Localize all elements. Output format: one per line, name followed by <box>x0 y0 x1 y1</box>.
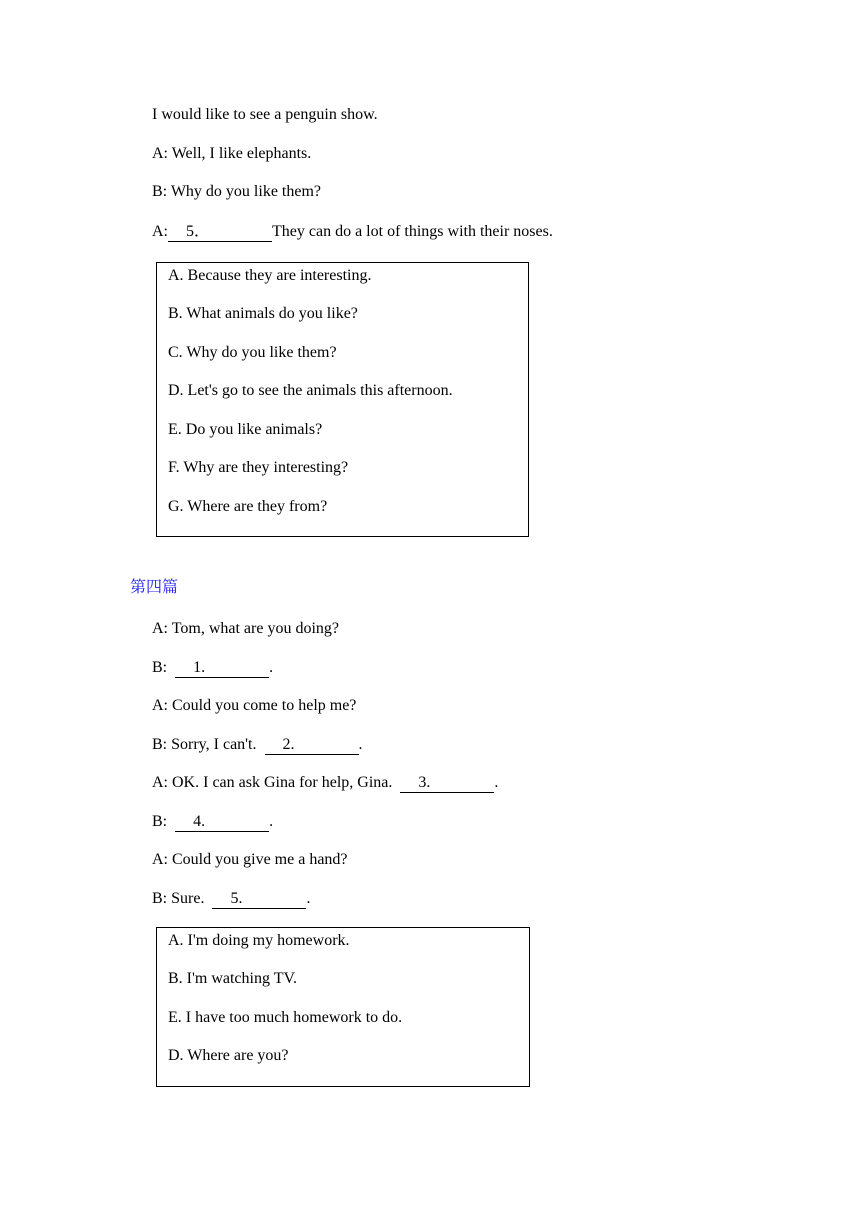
dialogue-line: I would like to see a penguin show. <box>152 106 378 123</box>
option-e: E. I have too much homework to do. <box>168 1009 403 1026</box>
option-a: A. Because they are interesting. <box>168 267 372 284</box>
answer-blank-2[interactable]: 2. <box>265 736 359 755</box>
speaker-label: B: <box>152 813 172 830</box>
dialogue-line: A: Could you come to help me? <box>152 697 357 714</box>
punctuation: . <box>358 736 363 753</box>
option-d: D. Let's go to see the animals this afternoon. <box>168 382 453 399</box>
option-b: B. I'm watching TV. <box>168 970 297 987</box>
option-g: G. Where are they from? <box>168 498 328 515</box>
dialogue-line-q4 <box>152 812 273 832</box>
option-e: E. Do you like animals? <box>168 421 323 438</box>
option-a: A. I'm doing my homework. <box>168 932 350 949</box>
option-c: C. Why do you like them? <box>168 344 337 361</box>
dialogue-line-q2 <box>152 735 363 755</box>
punctuation: . <box>269 813 274 830</box>
dialogue-line-q5 <box>152 889 310 909</box>
option-f: F. Why are they interesting? <box>168 459 349 476</box>
dialogue-text: B: Sorry, I can't. <box>152 736 261 753</box>
dialogue-line: A: Well, I like elephants. <box>152 145 312 162</box>
answer-blank-4[interactable]: 4. <box>175 813 269 832</box>
section-heading: 第四篇 <box>130 577 179 596</box>
dialogue-text: They can do a lot of things with their noses. <box>272 223 553 240</box>
options-box <box>156 262 529 537</box>
dialogue-line: B: Why do you like them? <box>152 183 322 200</box>
punctuation: . <box>269 659 274 676</box>
speaker-label: B: <box>152 659 172 676</box>
answer-blank-5[interactable]: 5． <box>168 223 272 242</box>
dialogue-line-q3 <box>152 773 498 793</box>
answer-blank-1[interactable]: 1. <box>175 659 269 678</box>
dialogue-text: B: Sure. <box>152 890 209 907</box>
dialogue-line: A: Tom, what are you doing? <box>152 620 339 637</box>
dialogue-text: A: OK. I can ask Gina for help, Gina. <box>152 774 397 791</box>
punctuation: . <box>306 890 311 907</box>
dialogue-line: A: Could you give me a hand? <box>152 851 348 868</box>
dialogue-line-q5 <box>152 222 553 242</box>
option-d: D. Where are you? <box>168 1047 289 1064</box>
dialogue-line-q1 <box>152 658 273 678</box>
answer-blank-3[interactable]: 3. <box>400 774 494 793</box>
option-b: B. What animals do you like? <box>168 305 358 322</box>
options-box <box>156 927 530 1087</box>
punctuation: . <box>494 774 499 791</box>
speaker-label: A: <box>152 223 168 240</box>
answer-blank-5[interactable]: 5. <box>212 890 306 909</box>
